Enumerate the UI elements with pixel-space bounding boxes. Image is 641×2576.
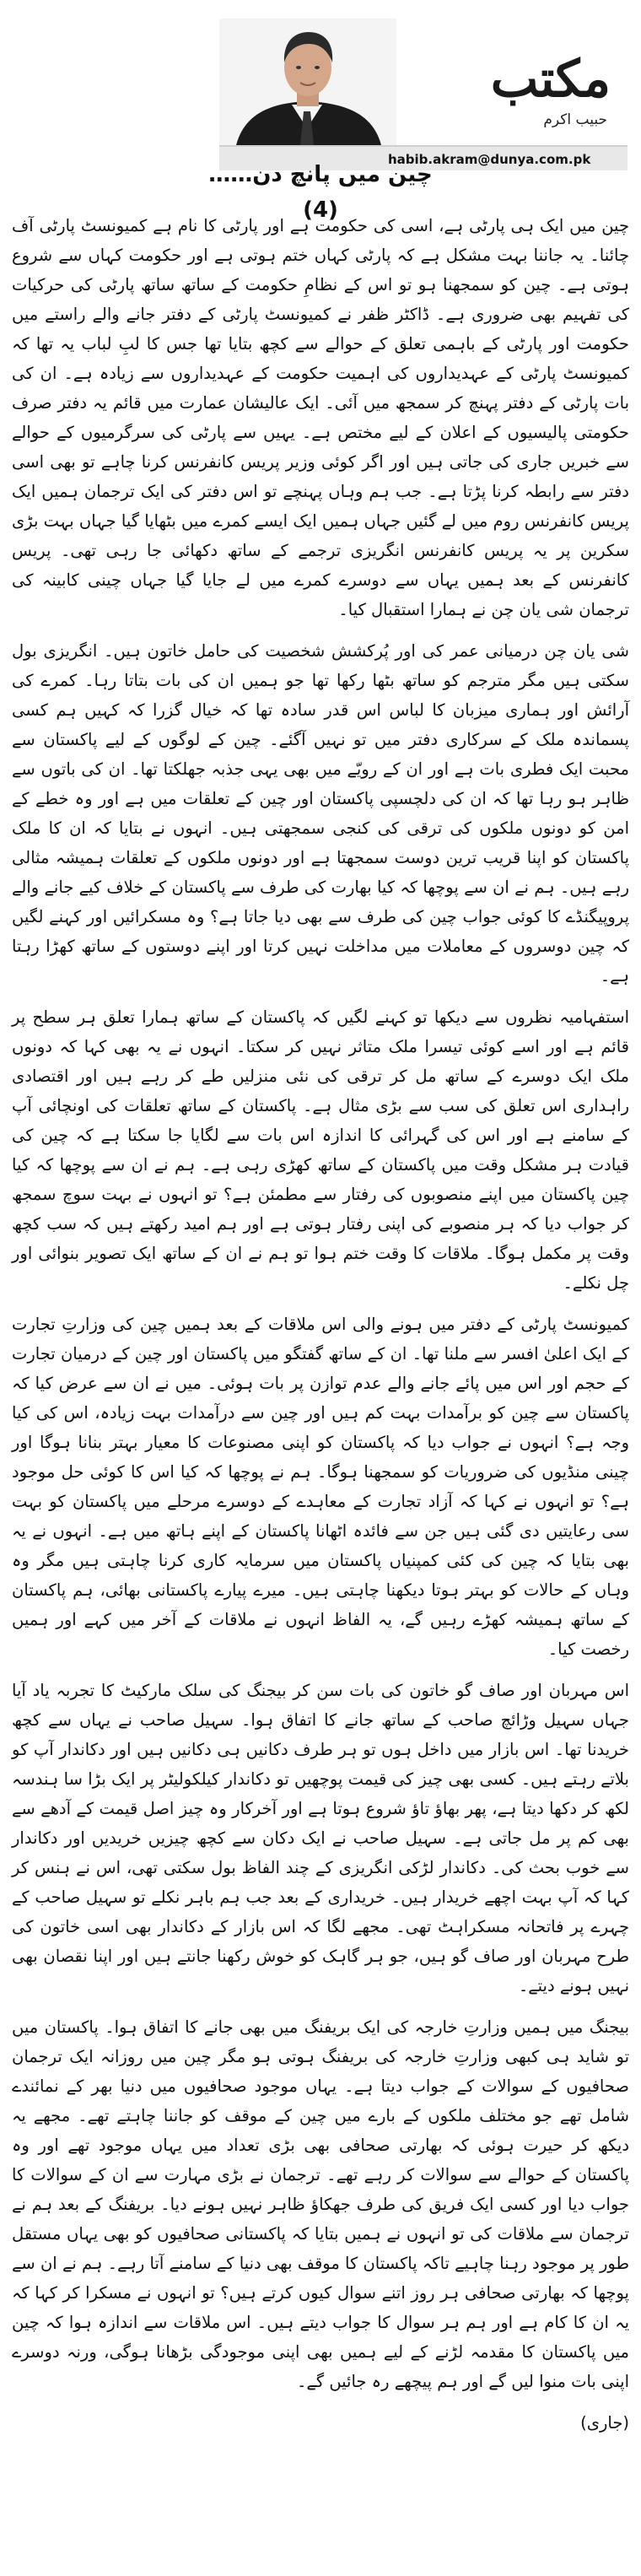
article-body [12, 211, 629, 2449]
signoff-paragraph [12, 2408, 629, 2438]
article-title: چین میں پانچ دن……(4) [208, 162, 433, 223]
column-branding [398, 19, 628, 145]
article-paragraph: چین میں ایک ہی پارٹی ہے، اسی کی حکومت ہے اور پارٹی کا نام ہے کمیونسٹ پارٹی آف چائنا۔ یہ جاننا بہت مشکل ہے کہ پارٹی کہاں ختم ہوتی ہے اور حکومت کہاں سے شروع ہوتی ہے۔ چین کو سمجھنا ہو تو اس کے نظامِ حکومت کے ساتھ ساتھ پارٹی کی حرکیات کی تفہیم بھی ضروری ہے۔ ڈاکٹر ظفر نے کمیونسٹ پارٹی کے دفتر جانے والے راستے میں حکومت اور پارٹی کے باہمی تعلق کے حوالے سے کچھ بتایا تھا جس کا لبِ لباب یہ تھا کہ کمیونسٹ پارٹی کے عہدیداروں کی اہمیت حکومت کے عہدیداروں سے زیادہ ہے۔ ان کی بات پارٹی کے دفتر پہنچ کر سمجھ میں آئی۔ ایک عالیشان عمارت میں قائم یہ دفتر صرف حکومتی پالیسیوں کے اعلان کے لیے مختص ہے۔ یہیں سے پارٹی کی سرگرمیوں کے حوالے سے خبریں جاری کی جاتی ہیں اور اگر کوئی وزیر پریس کانفرنس کرنا چاہے تو بھی اسی دفتر سے رابطہ کرنا پڑتا ہے۔ جب ہم وہاں پہنچے تو اس دفتر کی ایک ترجمان ہمیں ایک پریس کانفرنس روم میں لے گئیں جہاں ہمیں ایک ایسے کمرے میں بٹھایا گیا جہاں بہت بڑی سکرین پر یہ پریس کانفرنس انگریزی ترجمے کے ساتھ دکھائی جا رہی تھی۔ پریس کانفرنس کے بعد ہمیں یہاں سے دوسرے کمرے میں لے جایا گیا جہاں چینی کابینہ کی ترجمان شی یان چن نے ہمارا استقبال کیا۔ [12, 216, 629, 619]
article-paragraph: کمیونسٹ پارٹی کے دفتر میں ہونے والی اس ملاقات کے بعد ہمیں چین کی وزارتِ تجارت کے ایک اعلیٰ افسر سے ملنا تھا۔ ان کے ساتھ گفتگو میں پاکستان اور چین کے درمیان تجارت کے حجم اور اس میں پائے جانے والے عدم توازن پر بات ہوئی۔ میں نے ان سے عرض کیا کہ پاکستان سے چین کو برآمدات بہت کم ہیں اور چین سے درآمدات بہت زیادہ، اس کی کیا وجہ ہے؟ انہوں نے جواب دیا کہ پاکستان کو اپنی مصنوعات کا معیار بہتر بنانا ہوگا اور چینی منڈیوں کی ضروریات کو سمجھنا ہوگا۔ ہم نے پوچھا کہ کیا اس کا کوئی حل موجود ہے؟ تو انہوں نے کہا کہ آزاد تجارت کے معاہدے کے دوسرے مرحلے میں پاکستان کو بہت سی رعایتیں دی گئی ہیں جن سے فائدہ اٹھانا پاکستان کے اپنے ہاتھ میں ہے۔ انہوں نے یہ بھی بتایا کہ چین کی کئی کمپنیاں پاکستان میں سرمایہ کاری کرنا چاہتی ہیں مگر وہ وہاں کے حالات کو بہتر ہوتا دیکھنا چاہتی ہیں۔ میرے پیارے پاکستانی بھائی، ہم پاکستان کے ساتھ ہمیشہ کھڑے رہیں گے، یہ الفاظ انہوں نے ملاقات کے آخر میں کہے اور ہمیں رخصت کیا۔ [12, 1315, 629, 1659]
continued-label: (جاری) [580, 2413, 629, 2433]
author-email: habib.akram@dunya.com.pk [219, 145, 628, 170]
author-name: حبیب اکرم [543, 111, 607, 128]
article-paragraph: بیجنگ میں ہمیں وزارتِ خارجہ کی ایک بریفنگ میں بھی جانے کا اتفاق ہوا۔ پاکستان میں تو شاید ہی کبھی وزارتِ خارجہ کی بریفنگ ہوتی ہو مگر چین میں روزانہ ایک ترجمان صحافیوں کے سوالات کے جواب دیتا ہے۔ یہاں موجود صحافیوں میں دنیا بھر کے نمائندے شامل تھے جو مختلف ملکوں کے بارے میں چین کے موقف کو جاننا چاہتے تھے۔ مجھے یہ دیکھ کر حیرت ہوئی کہ بھارتی صحافی بھی بڑی تعداد میں یہاں موجود تھے اور وہ پاکستان کے حوالے سے سوالات کر رہے تھے۔ ترجمان نے بڑی مہارت سے ان کے سوالات کا جواب دیا اور کسی ایک فریق کی طرف جھکاؤ ظاہر نہیں ہونے دیا۔ بریفنگ کے بعد ہم نے ترجمان سے ملاقات کی تو انہوں نے ہمیں بتایا کہ پاکستانی صحافیوں کو بھی یہاں مستقل طور پر موجود رہنا چاہیے تاکہ پاکستان کا موقف بھی دنیا کے سامنے آتا رہے۔ ہم نے ان سے پوچھا کہ بھارتی صحافی ہر روز اتنے سوال کیوں کرتے ہیں؟ تو انہوں نے مسکرا کر کہا کہ یہ ان کا کام ہے اور ہم ہر سوال کا جواب دیتے ہیں۔ اس ملاقات سے اندازہ ہوا کہ چین میں پاکستان کا مقدمہ لڑنے کے لیے ہمیں بھی اپنی موجودگی بڑھانا ہوگی، ورنہ دوسرے اپنی بات منوا لیں گے اور ہم پیچھے رہ جائیں گے۔ [12, 2017, 629, 2391]
article-paragraph: اس مہربان اور صاف گو خاتون کی بات سن کر بیجنگ کی سلک مارکیٹ کا تجربہ یاد آیا جہاں سہیل وڑائچ صاحب کے ساتھ جانے کا اتفاق ہوا۔ سہیل صاحب نے یہاں سے کچھ خریدنا تھا۔ اس بازار میں داخل ہوں تو ہر طرف دکانیں ہی دکانیں ہیں اور دکاندار آپ کو بلاتے رہتے ہیں۔ کسی بھی چیز کی قیمت پوچھیں تو دکاندار کیلکولیٹر پر ایک بڑا سا ہندسہ لکھ کر دکھا دیتا ہے، پھر بھاؤ تاؤ شروع ہوتا ہے اور آخرکار وہ چیز اصل قیمت کے آدھے سے بھی کم پر مل جاتی ہے۔ سہیل صاحب نے ایک دکان سے کچھ چیزیں خریدیں اور دکاندار سے خوب بحث کی۔ دکاندار لڑکی انگریزی کے چند الفاظ بول سکتی تھی، اس نے ہنس کر کہا کہ آپ بہت اچھے خریدار ہیں۔ خریداری کے بعد جب ہم باہر نکلے تو سہیل صاحب کے چہرے پر فاتحانہ مسکراہٹ تھی۔ مجھے لگا کہ اس بازار کے دکاندار بھی اسی خاتون کی طرح مہربان اور صاف گو ہیں، جو ہر گاہک کو خوش رکھنا جانتے ہیں اور اپنا نقصان بھی نہیں ہونے دیتے۔ [12, 1681, 629, 1995]
article-paragraph: شی یان چن درمیانی عمر کی اور پُرکشش شخصیت کی حامل خاتون ہیں۔ انگریزی بول سکتی ہیں مگر مترجم کو ساتھ بٹھا رکھا تھا جو ہمیں ان کی بات بتاتا رہا۔ کمرے کی آرائش اور ہماری میزبان کا لباس اس قدر سادہ تھا کہ خیال گزرا کہ کہیں ہم کسی پسماندہ ملک کے سرکاری دفتر میں تو نہیں آگئے۔ چین کے لوگوں کے لیے پاکستان سے محبت ایک فطری بات ہے اور ان کے رویّے میں بھی یہی جذبہ جھلکتا تھا۔ ان کی باتوں سے ظاہر ہو رہا تھا کہ ان کی دلچسپی پاکستان اور چین کے تعلقات میں ہے اور وہ خطے کے امن کو دونوں ملکوں کی ترقی کی کنجی سمجھتی ہیں۔ انہوں نے بتایا کہ ان کا ملک پاکستان کو اپنا قریب ترین دوست سمجھتا ہے اور دونوں ملکوں کے تعلقات ہمیشہ مثالی رہے ہیں۔ ہم نے ان سے پوچھا کہ کیا بھارت کی طرف سے پاکستان کے خلاف کیے جانے والے پروپیگنڈے کا کوئی جواب چین کی طرف سے بھی دیا جاتا ہے؟ وہ مسکرائیں اور کہنے لگیں کہ چین دوسروں کے معاملات میں مداخلت نہیں کرتا اور اپنے دوستوں کے ساتھ کھڑا رہتا ہے۔ [12, 641, 629, 986]
column-name: مکتب [490, 50, 611, 109]
article-paragraph: استفہامیہ نظروں سے دیکھا تو کہنے لگیں کہ پاکستان کے ساتھ ہمارا تعلق ہر سطح پر قائم ہے اور اسے کوئی تیسرا ملک متاثر نہیں کر سکتا۔ انہوں نے یہ بھی کہا کہ دونوں ملک ایک دوسرے کے ساتھ مل کر ترقی کی نئی منزلیں طے کر رہے ہیں اور اقتصادی راہداری اس تعلق کی سب سے بڑی مثال ہے۔ پاکستان کے ساتھ تعلقات کی اونچائی آپ کے سامنے ہے اور اس کی گہرائی کا اندازہ اس بات سے لگایا جا سکتا ہے کہ چین کی قیادت ہر مشکل وقت میں پاکستان کے ساتھ کھڑی رہی ہے۔ ہم نے ان سے پوچھا کہ کیا چین پاکستان میں اپنے منصوبوں کی رفتار سے مطمئن ہے؟ تو انہوں نے بہت سوچ سمجھ کر جواب دیا کہ ہر منصوبے کی اپنی رفتار ہوتی ہے اور ہم امید رکھتے ہیں کہ سب کچھ وقت پر مکمل ہوگا۔ ملاقات کا وقت ختم ہوا تو ہم نے ان کے ساتھ ایک تصویر بنوائی اور چل نکلے۔ [12, 1007, 629, 1293]
author-photo [219, 19, 396, 145]
